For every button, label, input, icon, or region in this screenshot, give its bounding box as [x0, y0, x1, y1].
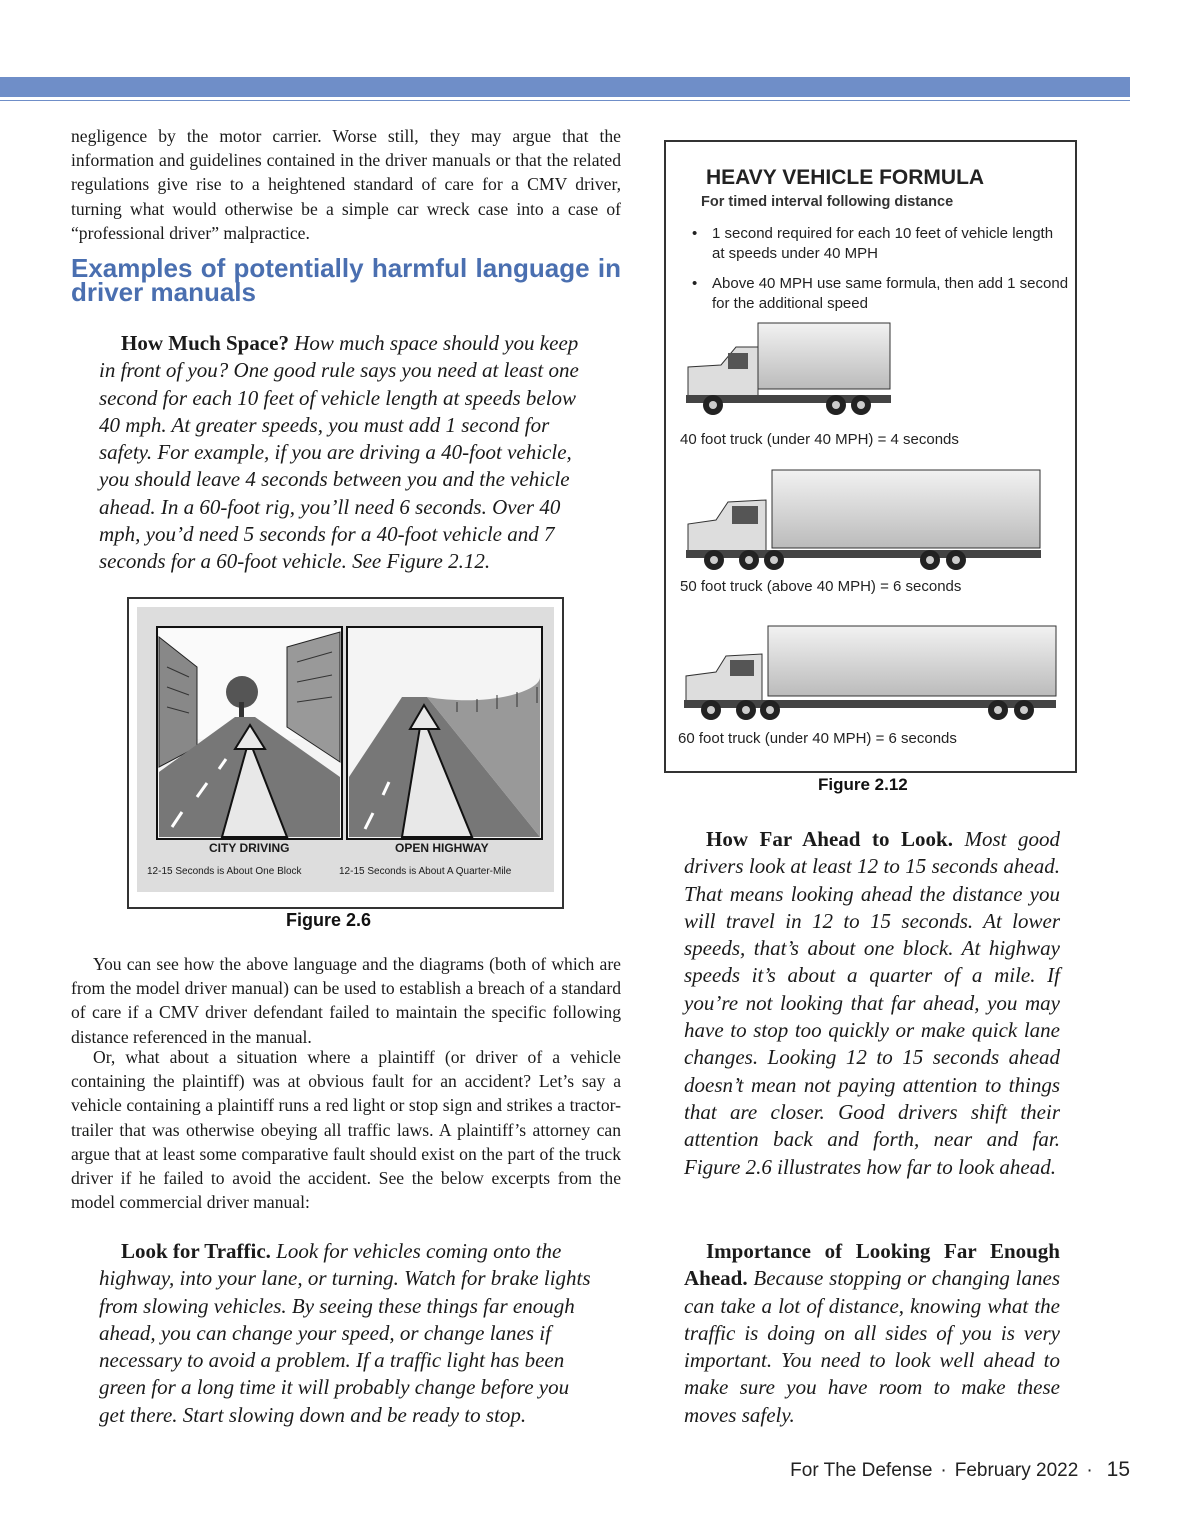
footer-date: February 2022 [954, 1460, 1079, 1481]
figure-2-6-caption: Figure 2.6 [286, 910, 372, 930]
header-bar [0, 77, 1130, 97]
header-rule [0, 100, 1130, 101]
quote-text: Look for vehicles coming onto the highway, into your lane, or turning. Watch for brake lights from slowing vehicles. By seeing these things far enough ahead, you can change your speed, or change lanes if necessary to avoid a problem. If a traffic light has been green for a long time it will probably change before you get there. Start slowing down and be ready to stop. [99, 1239, 591, 1427]
figure-2-6-illustration [127, 597, 564, 909]
page-number: 15 [1106, 1458, 1130, 1481]
fig212-title: HEAVY VEHICLE FORMULA [706, 166, 985, 189]
bullet-icon: • [692, 275, 698, 292]
bullet-icon: • [692, 225, 698, 242]
fig212-truck-2-label: 50 foot truck (above 40 MPH) = 6 seconds [680, 578, 962, 595]
fig26-right-sub: 12-15 Seconds is About A Quarter-Mile [339, 866, 512, 877]
quote-lead: Importance of Looking Far Enough Ahead. [684, 1239, 1060, 1291]
figure-2-12 [664, 140, 1077, 773]
top-paragraph: negligence by the motor carrier. Worse still, they may argue that the information and guidelines contained in the driver manuals or that the related regulations give rise to a heightened standard of care for a CMV driver, turning what would otherwise be a simple car wreck case into a case of “professional driver” malpractice. [71, 126, 621, 243]
quote-how-far-ahead [684, 826, 1060, 1181]
fig26-left-sub: 12-15 Seconds is About One Block [147, 866, 302, 877]
fig212-truck-1-label: 40 foot truck (under 40 MPH) = 4 seconds [680, 431, 959, 448]
paragraph-3: Or, what about a situation where a plaintiff (or driver of a vehicle containing the plaintiff) was at obvious fault for an accident? Let’s say a vehicle containing a plaintiff runs a red light or stop sign and strikes a tractor-trailer that was otherwise obeying all traffic laws. A plaintiff’s attorney can argue that at least some comparative fault should exist on the part of the truck driver if he failed to avoid the accident. See the below excerpts from the model commercial driver manual: [71, 1047, 621, 1213]
quote-text: How much space should you keep in front of you? One good rule says you need at least one second for each 10 feet of vehicle length at speeds below 40 mph. At greater speeds, you must add 1 second for safety. For example, if you are driving a 40-foot vehicle, you should leave 4 seconds between you and the vehicle ahead. In a 60-foot rig, you’ll need 6 seconds. Over 40 mph, you’d need 5 seconds for a 40-foot vehicle and 7 seconds for a 60-foot vehicle. See Figure 2.12. [99, 331, 579, 574]
quote-text: Most good drivers look at least 12 to 15 seconds ahead. That means looking ahead the distance you will travel in 12 to 15 seconds. At lower speeds, that’s about one block. At highway speeds it’s about a quarter of a mile. If you’re not looking that far ahead, you may have to stop too quickly or make quick lane changes. Looking 12 to 15 seconds ahead doesn’t mean not paying attention to things that are closer. Good drivers shift their attention back and forth, near and far. Figure 2.6 illustrates how far to look ahead. [684, 827, 1061, 1179]
quote-lead: Look for Traffic. [121, 1239, 271, 1263]
fig26-left-label: CITY DRIVING [209, 841, 290, 855]
truck-60ft-illustration [666, 618, 1079, 728]
page-footer [790, 1458, 1130, 1482]
footer-separator: · [940, 1460, 947, 1481]
fig26-right-label: OPEN HIGHWAY [395, 841, 489, 855]
figure-2-12-caption: Figure 2.12 [818, 775, 908, 794]
quote-look-for-traffic [99, 1238, 595, 1429]
fig212-truck-3-label: 60 foot truck (under 40 MPH) = 6 seconds [678, 730, 957, 747]
paragraph-2: You can see how the above language and the diagrams (both of which are from the model driver manual) can be used to establish a breach of a standard of care if a CMV driver defendant failed to maintain the specific following distance referenced in the manual. [71, 954, 621, 1047]
quote-lead: How Far Ahead to Look. [706, 827, 953, 851]
truck-50ft-illustration [666, 462, 1079, 572]
section-heading: Examples of potentially harmful language in driver manuals [71, 253, 621, 307]
footer-publication: For The Defense [790, 1460, 933, 1481]
fig212-bullet-1: • 1 second required for each 10 feet of vehicle length at speeds under 40 MPH [692, 225, 1054, 262]
truck-40ft-illustration [666, 317, 1079, 417]
fig212-subtitle: For timed interval following distance [701, 194, 954, 210]
quote-lead: How Much Space? [121, 331, 289, 355]
figure-2-6 [127, 597, 564, 909]
fig212-bullet-2: • Above 40 MPH use same formula, then add 1 second for the additional speed [692, 275, 1069, 312]
quote-how-much-space [99, 330, 595, 576]
footer-separator: · [1086, 1460, 1093, 1481]
quote-text: Because stopping or changing lanes can take a lot of distance, knowing what the traffic is doing on all sides of you is very important. You need to look well ahead to make sure you have room to make these moves safely. [684, 1266, 1060, 1427]
quote-importance [684, 1238, 1060, 1429]
